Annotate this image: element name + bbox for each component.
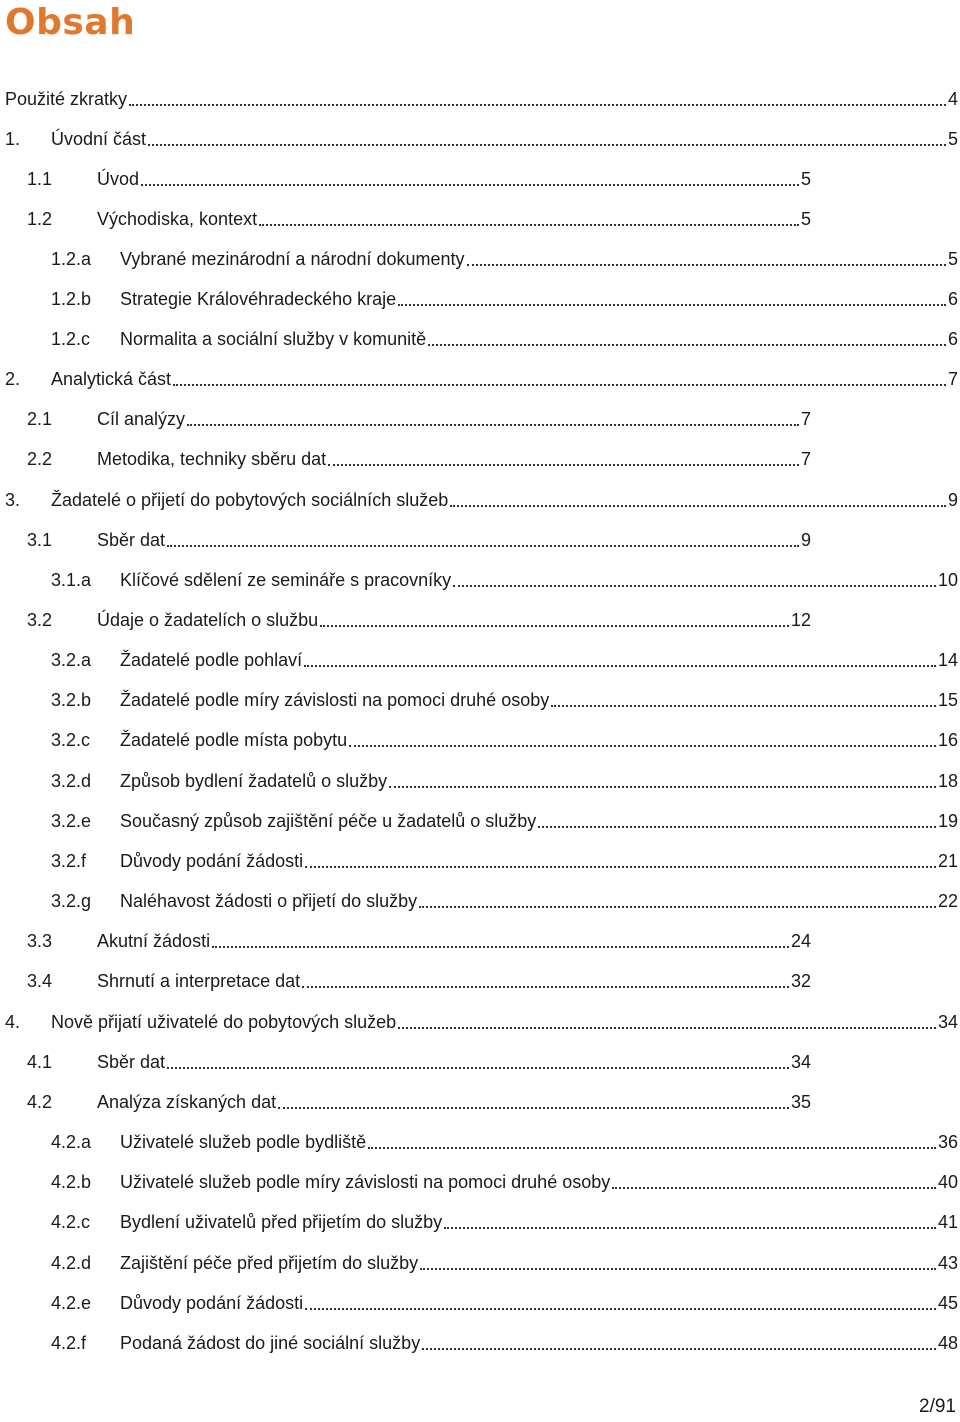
toc-leader-dots bbox=[444, 1227, 936, 1229]
toc-entry-page: 34 bbox=[790, 1052, 811, 1072]
toc-entry[interactable] bbox=[51, 1207, 958, 1233]
toc-leader-dots bbox=[467, 264, 946, 266]
toc-entry-label: Způsob bydlení žadatelů o služby bbox=[120, 771, 388, 791]
toc-entry-number: 3. bbox=[5, 490, 21, 510]
toc-leader-dots bbox=[551, 705, 936, 707]
toc-entry[interactable] bbox=[27, 926, 811, 952]
toc-entry-page: 7 bbox=[800, 409, 811, 429]
toc-entry-label: Analýza získaných dat bbox=[97, 1092, 277, 1112]
toc-entry-label: Nově přijatí uživatelé do pobytových služeb bbox=[51, 1012, 397, 1032]
toc-entry-label: Shrnutí a interpretace dat bbox=[97, 971, 301, 991]
toc-entry[interactable] bbox=[27, 204, 811, 230]
toc-entry[interactable] bbox=[27, 525, 811, 551]
toc-entry[interactable] bbox=[51, 846, 958, 872]
toc-entry-number: 4.1 bbox=[27, 1052, 53, 1072]
toc-leader-dots bbox=[304, 665, 936, 667]
toc-entry-label: Použité zkratky bbox=[5, 89, 128, 109]
toc-entry-label: Údaje o žadatelích o službu bbox=[97, 610, 319, 630]
toc-entry-number: 1.2.a bbox=[51, 249, 92, 269]
toc-entry-label: Žadatelé podle pohlaví bbox=[120, 650, 303, 670]
toc-entry-label: Vybrané mezinárodní a národní dokumenty bbox=[120, 249, 465, 269]
toc-leader-dots bbox=[428, 344, 946, 346]
toc-entry-label: Akutní žádosti bbox=[97, 931, 211, 951]
toc-entry-number: 4.2.e bbox=[51, 1293, 92, 1313]
toc-entry-number: 4. bbox=[5, 1012, 21, 1032]
toc-entry-label: Sběr dat bbox=[97, 1052, 166, 1072]
toc-entry-number: 4.2 bbox=[27, 1092, 53, 1112]
toc-entry[interactable] bbox=[51, 1248, 958, 1274]
toc-entry[interactable] bbox=[27, 1087, 811, 1113]
toc-entry-number: 1.2.c bbox=[51, 329, 91, 349]
toc-entry-label: Cíl analýzy bbox=[97, 409, 186, 429]
toc-leader-dots bbox=[187, 424, 799, 426]
toc-entry-label: Důvody podání žádosti bbox=[120, 851, 304, 871]
toc-entry-number: 3.2.b bbox=[51, 690, 92, 710]
toc-entry[interactable] bbox=[51, 645, 958, 671]
toc-entry-number: 1.2 bbox=[27, 209, 53, 229]
toc-entry-page: 43 bbox=[937, 1253, 958, 1273]
toc-entry-label: Metodika, techniky sběru dat bbox=[97, 449, 327, 469]
toc-entry-page: 34 bbox=[937, 1012, 958, 1032]
toc-leader-dots bbox=[422, 1348, 936, 1350]
toc-leader-dots bbox=[538, 826, 936, 828]
toc-entry-page: 35 bbox=[790, 1092, 811, 1112]
toc-entry-page: 10 bbox=[937, 570, 958, 590]
toc-entry-page: 14 bbox=[937, 650, 958, 670]
toc-entry[interactable] bbox=[51, 565, 958, 591]
toc-entry-label: Uživatelé služeb podle bydliště bbox=[120, 1132, 367, 1152]
toc-entry-page: 15 bbox=[937, 690, 958, 710]
toc-entry[interactable] bbox=[27, 164, 811, 190]
toc-entry[interactable] bbox=[51, 1127, 958, 1153]
toc-entry[interactable] bbox=[27, 605, 811, 631]
toc-entry-number: 4.2.b bbox=[51, 1172, 92, 1192]
toc-entry-label: Uživatelé služeb podle míry závislosti na pomoci druhé osoby bbox=[120, 1172, 611, 1192]
toc-entry-page: 12 bbox=[790, 610, 811, 630]
toc-entry-label: Východiska, kontext bbox=[97, 209, 258, 229]
toc-leader-dots bbox=[259, 224, 799, 226]
toc-entry-page: 5 bbox=[947, 249, 958, 269]
toc-entry-label: Žadatelé o přijetí do pobytových sociálních služeb bbox=[51, 490, 449, 510]
toc-entry[interactable] bbox=[27, 966, 811, 992]
toc-entry[interactable] bbox=[51, 685, 958, 711]
toc-leader-dots bbox=[453, 585, 936, 587]
toc-leader-dots bbox=[167, 1067, 789, 1069]
toc-entry-label: Analytická část bbox=[51, 369, 172, 389]
toc-entry-page: 9 bbox=[800, 530, 811, 550]
toc-entry-label: Normalita a sociální služby v komunitě bbox=[120, 329, 427, 349]
toc-entry-page: 16 bbox=[937, 730, 958, 750]
toc-leader-dots bbox=[148, 144, 946, 146]
toc-entry-number: 3.3 bbox=[27, 931, 53, 951]
toc-entry-page: 32 bbox=[790, 971, 811, 991]
toc-entry-label: Důvody podání žádosti bbox=[120, 1293, 304, 1313]
toc-entry[interactable] bbox=[27, 1047, 811, 1073]
toc-entry[interactable] bbox=[51, 1288, 958, 1314]
toc-entry-number: 1.2.b bbox=[51, 289, 92, 309]
toc-entry-label: Zajištění péče před přijetím do služby bbox=[120, 1253, 419, 1273]
toc-entry[interactable] bbox=[5, 485, 958, 511]
toc-entry[interactable] bbox=[51, 806, 958, 832]
page-number: 2/91 bbox=[919, 1396, 956, 1417]
toc-leader-dots bbox=[419, 906, 936, 908]
toc-entry[interactable] bbox=[51, 725, 958, 751]
toc-entry-label: Sběr dat bbox=[97, 530, 166, 550]
toc-entry[interactable] bbox=[27, 444, 811, 470]
toc-entry-page: 6 bbox=[947, 289, 958, 309]
toc-entry-page: 19 bbox=[937, 811, 958, 831]
toc-leader-dots bbox=[305, 1308, 936, 1310]
toc-entry-number: 3.1 bbox=[27, 530, 53, 550]
toc-leader-dots bbox=[389, 786, 936, 788]
toc-entry-page: 7 bbox=[800, 449, 811, 469]
toc-leader-dots bbox=[368, 1147, 936, 1149]
toc-leader-dots bbox=[612, 1187, 936, 1189]
toc-entry[interactable] bbox=[27, 404, 811, 430]
toc-entry-page: 21 bbox=[937, 851, 958, 871]
toc-entry[interactable] bbox=[51, 284, 958, 310]
toc-entry-number: 3.4 bbox=[27, 971, 53, 991]
toc-entry-page: 5 bbox=[800, 209, 811, 229]
toc-entry-number: 2. bbox=[5, 369, 21, 389]
toc-entry-number: 3.2.d bbox=[51, 771, 92, 791]
toc-leader-dots bbox=[320, 625, 789, 627]
toc-entry-label: Úvodní část bbox=[51, 129, 147, 149]
toc-entry-number: 3.2.g bbox=[51, 891, 92, 911]
toc-entry-page: 22 bbox=[937, 891, 958, 911]
toc-entry-number: 3.2.a bbox=[51, 650, 92, 670]
toc-entry-label: Podaná žádost do jiné sociální služby bbox=[120, 1333, 421, 1353]
toc-entry[interactable] bbox=[51, 1167, 958, 1193]
toc-entry-page: 48 bbox=[937, 1333, 958, 1353]
toc-entry-page: 36 bbox=[937, 1132, 958, 1152]
toc-entry-label: Klíčové sdělení ze semináře s pracovníky bbox=[120, 570, 452, 590]
toc-entry-number: 4.2.a bbox=[51, 1132, 92, 1152]
toc-entry-label: Současný způsob zajištění péče u žadatelů o služby bbox=[120, 811, 537, 831]
toc-entry-page: 24 bbox=[790, 931, 811, 951]
toc-entry-number: 3.2.e bbox=[51, 811, 92, 831]
toc-entry-page: 7 bbox=[947, 369, 958, 389]
toc-entry-page: 9 bbox=[947, 490, 958, 510]
toc-entry-page: 18 bbox=[937, 771, 958, 791]
toc-entry-number: 2.2 bbox=[27, 449, 53, 469]
toc-leader-dots bbox=[302, 986, 789, 988]
toc-entry-label: Žadatelé podle místa pobytu bbox=[120, 730, 348, 750]
toc-entry-label: Úvod bbox=[97, 169, 140, 189]
toc-entry-page: 6 bbox=[947, 329, 958, 349]
toc-leader-dots bbox=[212, 946, 789, 948]
toc-entry-page: 40 bbox=[937, 1172, 958, 1192]
toc-entry-number: 3.2.f bbox=[51, 851, 87, 871]
toc-entry-page: 5 bbox=[800, 169, 811, 189]
toc-leader-dots bbox=[305, 866, 936, 868]
toc-leader-dots bbox=[167, 545, 799, 547]
toc-entry-label: Žadatelé podle míry závislosti na pomoci druhé osoby bbox=[120, 690, 550, 710]
toc-entry-page: 41 bbox=[937, 1212, 958, 1232]
toc-entry[interactable] bbox=[51, 1328, 958, 1354]
toc-entry-number: 2.1 bbox=[27, 409, 53, 429]
toc-entry[interactable] bbox=[51, 886, 958, 912]
toc-leader-dots bbox=[173, 384, 946, 386]
toc-leader-dots bbox=[349, 745, 936, 747]
toc-entry-number: 1.1 bbox=[27, 169, 53, 189]
toc-entry-number: 1. bbox=[5, 129, 21, 149]
toc-leader-dots bbox=[278, 1107, 789, 1109]
toc-entry-number: 3.2.c bbox=[51, 730, 91, 750]
toc-entry-number: 4.2.d bbox=[51, 1253, 92, 1273]
toc-entry-label: Bydlení uživatelů před přijetím do služby bbox=[120, 1212, 443, 1232]
toc-entry[interactable] bbox=[5, 1007, 958, 1033]
toc-entry-label: Naléhavost žádosti o přijetí do služby bbox=[120, 891, 418, 911]
toc-entry[interactable] bbox=[5, 364, 958, 390]
toc-entry-page: 45 bbox=[937, 1293, 958, 1313]
toc-entry[interactable] bbox=[51, 244, 958, 270]
toc-leader-dots bbox=[398, 304, 946, 306]
toc-entry-label: Strategie Královéhradeckého kraje bbox=[120, 289, 397, 309]
toc-entry-number: 3.2 bbox=[27, 610, 53, 630]
toc-entry[interactable] bbox=[51, 766, 958, 792]
toc-entry-number: 4.2.c bbox=[51, 1212, 91, 1232]
toc-entry-page: 5 bbox=[947, 129, 958, 149]
toc-leader-dots bbox=[398, 1027, 936, 1029]
toc-entry-number: 3.1.a bbox=[51, 570, 92, 590]
toc-entry[interactable] bbox=[5, 124, 958, 150]
toc-entry[interactable] bbox=[5, 84, 958, 110]
toc-leader-dots bbox=[129, 104, 946, 106]
toc-leader-dots bbox=[420, 1268, 936, 1270]
toc-entry[interactable] bbox=[51, 324, 958, 350]
page-title: Obsah bbox=[5, 2, 136, 43]
toc-entry-page: 4 bbox=[947, 89, 958, 109]
toc-entry-number: 4.2.f bbox=[51, 1333, 87, 1353]
toc-leader-dots bbox=[450, 505, 946, 507]
toc-leader-dots bbox=[328, 464, 799, 466]
toc-leader-dots bbox=[141, 184, 799, 186]
